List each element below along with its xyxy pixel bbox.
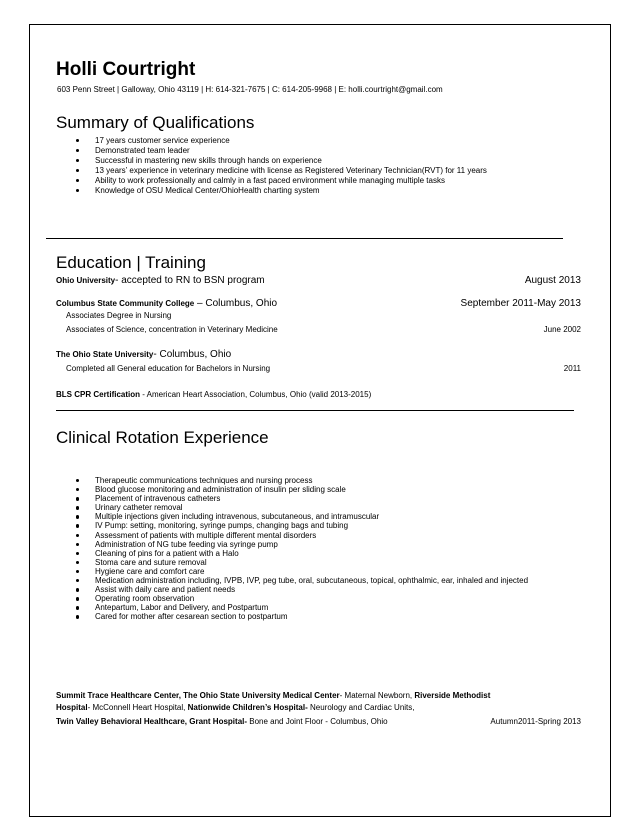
degree-date: June 2002	[543, 325, 581, 334]
site-detail: - McConnell Heart Hospital,	[87, 703, 188, 712]
clinical-sites-line-3	[56, 717, 388, 726]
education-date: September 2011-May 2013	[460, 298, 581, 309]
education-heading: Education | Training	[56, 253, 206, 272]
candidate-name: Holli Courtright	[56, 59, 196, 80]
clinical-sites-line-1	[56, 691, 490, 700]
clinical-skills-list	[30, 476, 585, 622]
qualifications-heading: Summary of Qualifications	[56, 113, 255, 132]
list-item: Assessment of patients with multiple different mental disorders	[30, 531, 585, 540]
school-location: – Columbus, Ohio	[194, 298, 278, 309]
school-name: Ohio University	[56, 276, 116, 285]
list-item: Antepartum, Labor and Delivery, and Postpartum	[30, 603, 585, 612]
list-item: Placement of intravenous catheters	[30, 494, 585, 503]
list-item: Assist with daily care and patient needs	[30, 585, 585, 594]
education-ohio-university	[56, 275, 265, 286]
degree-line: Associates Degree in Nursing	[66, 311, 172, 320]
list-item: Administration of NG tube feeding via syringe pump	[30, 540, 585, 549]
list-item: Cleaning of pins for a patient with a Halo	[30, 549, 585, 558]
school-name: Columbus State Community College	[56, 299, 195, 308]
education-osu	[56, 349, 231, 360]
list-item: Cared for mother after cesarean section to postpartum	[30, 612, 585, 621]
list-item: 13 years’ experience in veterinary medicine with license as Registered Veterinary Technician(RVT) for 11 years	[30, 166, 487, 176]
degree-line: Associates of Science, concentration in Veterinary Medicine	[66, 325, 278, 334]
list-item: Successful in mastering new skills through hands on experience	[30, 156, 487, 166]
qualifications-list	[30, 136, 487, 196]
education-date: August 2013	[524, 275, 581, 286]
site-detail: Bone and Joint Floor - Columbus, Ohio	[247, 717, 388, 726]
site-name: Twin Valley Behavioral Healthcare, Grant Hospital-	[56, 717, 248, 726]
certification-line	[56, 390, 371, 399]
site-name: Riverside Methodist	[414, 691, 491, 700]
site-detail: Neurology and Cardiac Units,	[307, 703, 415, 712]
list-item: Therapeutic communications techniques and nursing process	[30, 476, 585, 485]
list-item: Operating room observation	[30, 594, 585, 603]
certification-label: BLS CPR Certification	[56, 390, 141, 399]
site-name: Hospital	[56, 703, 88, 712]
list-item: Hygiene care and comfort care	[30, 567, 585, 576]
certification-detail: - American Heart Association, Columbus, Ohio (valid 2013-2015)	[140, 390, 372, 399]
clinical-sites-line-2	[56, 703, 414, 712]
list-item: Urinary catheter removal	[30, 503, 585, 512]
site-name: Nationwide Children’s Hospital-	[187, 703, 308, 712]
contact-info: 603 Penn Street | Galloway, Ohio 43119 | H: 614-321-7675 | C: 614-205-9968 | E: holli.courtright@gmail.com	[57, 85, 443, 94]
clinical-rotation-dates: Autumn2011-Spring 2013	[490, 717, 581, 726]
list-item: Multiple injections given including intravenous, subcutaneous, and intramuscular	[30, 512, 585, 521]
site-detail: - Maternal Newborn,	[339, 691, 415, 700]
clinical-heading: Clinical Rotation Experience	[56, 428, 269, 447]
education-cscc	[56, 298, 277, 309]
list-item: Stoma care and suture removal	[30, 558, 585, 567]
list-item: Demonstrated team leader	[30, 146, 487, 156]
section-divider	[46, 238, 563, 239]
site-name: Summit Trace Healthcare Center, The Ohio State University Medical Center	[56, 691, 340, 700]
list-item: Blood glucose monitoring and administration of insulin per sliding scale	[30, 485, 585, 494]
degree-date: 2011	[563, 364, 581, 373]
list-item: IV Pump: setting, monitoring, syringe pumps, changing bags and tubing	[30, 521, 585, 530]
school-location: - Columbus, Ohio	[153, 349, 232, 360]
school-name: The Ohio State University	[56, 350, 154, 359]
list-item: Knowledge of OSU Medical Center/OhioHealth charting system	[30, 186, 487, 196]
program-detail: - accepted to RN to BSN program	[115, 275, 265, 286]
list-item: Ability to work professionally and calmly in a fast paced environment while managing multiple tasks	[30, 176, 487, 186]
section-divider	[56, 410, 574, 411]
resume-page	[29, 24, 611, 817]
list-item: 17 years customer service experience	[30, 136, 487, 146]
list-item: Medication administration including, IVPB, IVP, peg tube, oral, subcutaneous, topical, ophthalmic, ear, inhaled and injected	[30, 576, 585, 585]
degree-line: Completed all General education for Bachelors in Nursing	[66, 364, 271, 373]
